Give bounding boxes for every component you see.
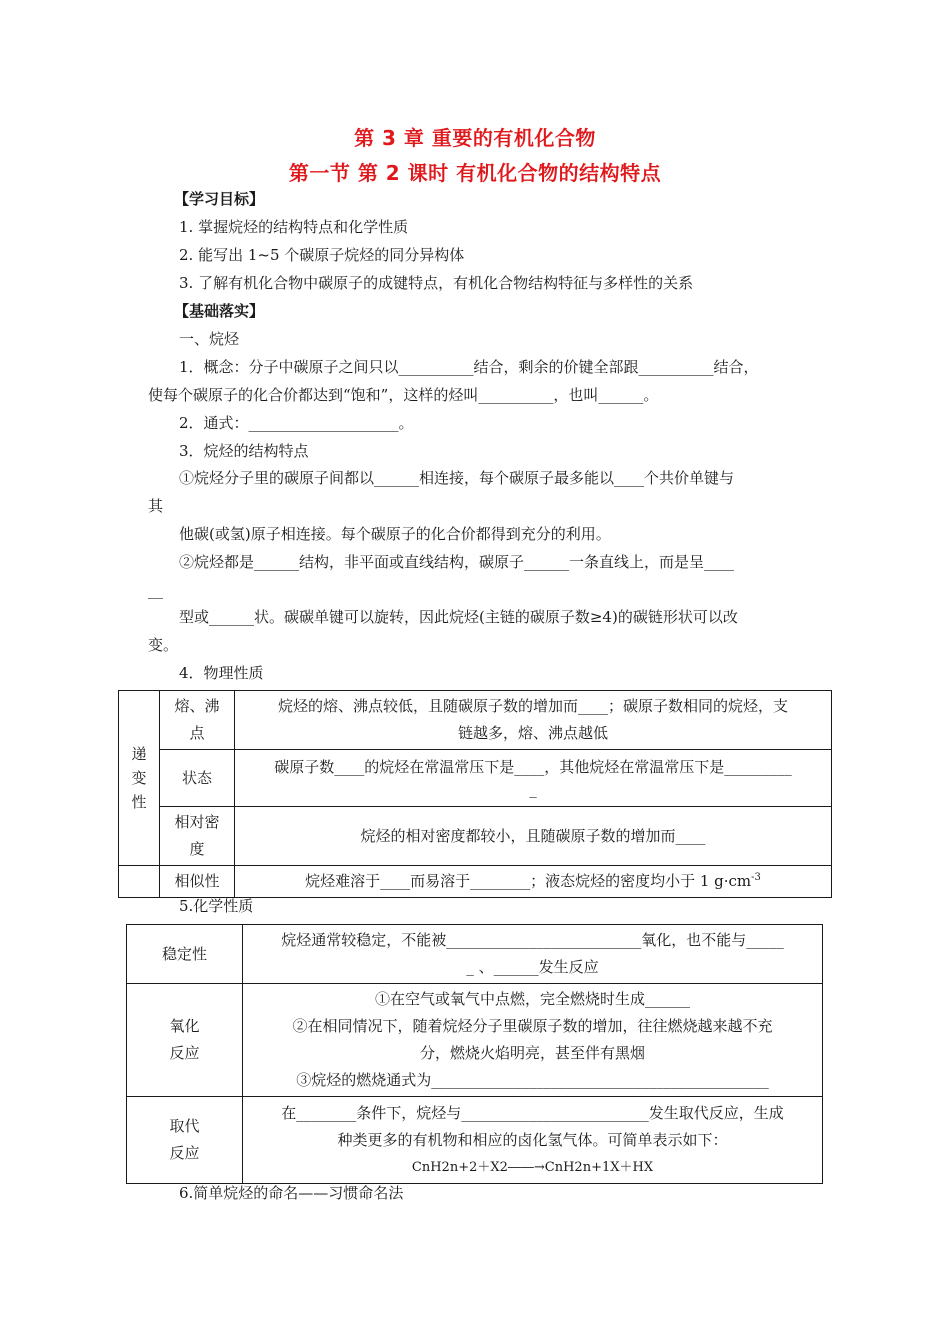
chapter-title: 第 3 章 重要的有机化合物 xyxy=(354,126,596,150)
text-line: 他碳(或氢)原子相连接。每个碳原子的化合价都得到充分的利用。 xyxy=(179,525,611,543)
text-line: 变。 xyxy=(148,636,179,654)
text-line: 其 xyxy=(148,497,164,515)
text-line: ①烷烃分子里的碳原子间都以______相连接，每个碳原子最多能以____个共价单键与 xyxy=(179,469,735,487)
row-content: 烷烃通常较稳定，不能被__________________________氧化，也不能与_____ _ 、______发生反应 xyxy=(243,925,823,984)
physical-properties-table xyxy=(118,690,832,898)
row-content: 烷烃的相对密度都较小，且随碳原子数的增加而____ xyxy=(235,807,832,866)
text-line: 1．概念：分子中碳原子之间只以__________结合，剩余的价键全部跟__________结合， xyxy=(179,358,759,376)
text-line: ②烷烃都是______结构，非平面或直线结构，碳原子______一条直线上，而是呈____ xyxy=(179,553,735,571)
basics-heading: 【基础落实】 xyxy=(174,302,265,320)
table-row xyxy=(119,866,832,898)
section-heading: 5.化学性质 xyxy=(179,897,254,915)
row-label: 熔、沸 点 xyxy=(160,691,235,750)
table-row xyxy=(127,1097,823,1184)
row-label: 状态 xyxy=(160,750,235,807)
row-content: ①在空气或氧气中点燃，完全燃烧时生成______ ②在相同情况下，随着烷烃分子里碳原子数的增加，往往燃烧越来越不充 分，燃烧火焰明亮，甚至伴有黑烟 ③烷烃的燃烧通式为_____________________________________________ xyxy=(243,984,823,1097)
substitution-formula: CnH2n+2＋X2――→CnH2n+1X＋HX xyxy=(411,1159,654,1175)
text-line: 3．烷烃的结构特点 xyxy=(179,442,309,460)
empty-cell xyxy=(119,866,160,898)
table-row xyxy=(127,925,823,984)
row-content: 碳原子数____的烷烃在常温常压下是____，其他烷烃在常温常压下是_________ _ xyxy=(235,750,832,807)
row-label: 稳定性 xyxy=(127,925,243,984)
text-line: 4．物理性质 xyxy=(179,664,264,682)
table-row xyxy=(119,691,832,750)
chemical-properties-table xyxy=(126,924,823,1184)
group-label: 递 变 性 xyxy=(119,691,160,866)
objective-item: 3. 了解有机化合物中碳原子的成键特点，有机化合物结构特征与多样性的关系 xyxy=(179,274,694,292)
objective-item: 2. 能写出 1~5 个碳原子烷烃的同分异构体 xyxy=(179,246,465,264)
row-label: 相似性 xyxy=(160,866,235,898)
objective-item: 1. 掌握烷烃的结构特点和化学性质 xyxy=(179,218,409,236)
row-label: 相对密 度 xyxy=(160,807,235,866)
row-label: 取代 反应 xyxy=(127,1097,243,1184)
unit-superscript: -3 xyxy=(751,872,761,883)
row-content xyxy=(243,1097,823,1184)
row-label: 氧化 反应 xyxy=(127,984,243,1097)
text-line: __ xyxy=(148,581,163,599)
substitution-text: 在________条件下，烷烃与_________________________发生取代反应，生成 种类更多的有机物和相应的卤化氢气体。可简单表示如下： xyxy=(281,1103,784,1149)
table-row xyxy=(119,750,832,807)
table-row xyxy=(119,807,832,866)
similar-text: 烷烃难溶于____而易溶于________；液态烷烃的密度均小于 1 g·cm xyxy=(305,872,752,890)
part-heading: 一、烷烃 xyxy=(179,330,240,348)
table-row xyxy=(127,984,823,1097)
section-heading: 6.简单烷烃的命名——习惯命名法 xyxy=(179,1184,404,1202)
text-line: 使每个碳原子的化合价都达到“饱和”，这样的烃叫__________，也叫______。 xyxy=(148,386,659,404)
row-content xyxy=(235,866,832,898)
objectives-heading: 【学习目标】 xyxy=(174,190,265,208)
text-line: 2．通式：____________________。 xyxy=(179,414,414,432)
text-line: 型或______状。碳碳单键可以旋转，因此烷烃(主链的碳原子数≥4)的碳链形状可以改 xyxy=(179,608,738,626)
row-content: 烷烃的熔、沸点较低，且随碳原子数的增加而____；碳原子数相同的烷烃，支 链越多，熔、沸点越低 xyxy=(235,691,832,750)
section-title: 第一节 第 2 课时 有机化合物的结构特点 xyxy=(288,161,662,185)
